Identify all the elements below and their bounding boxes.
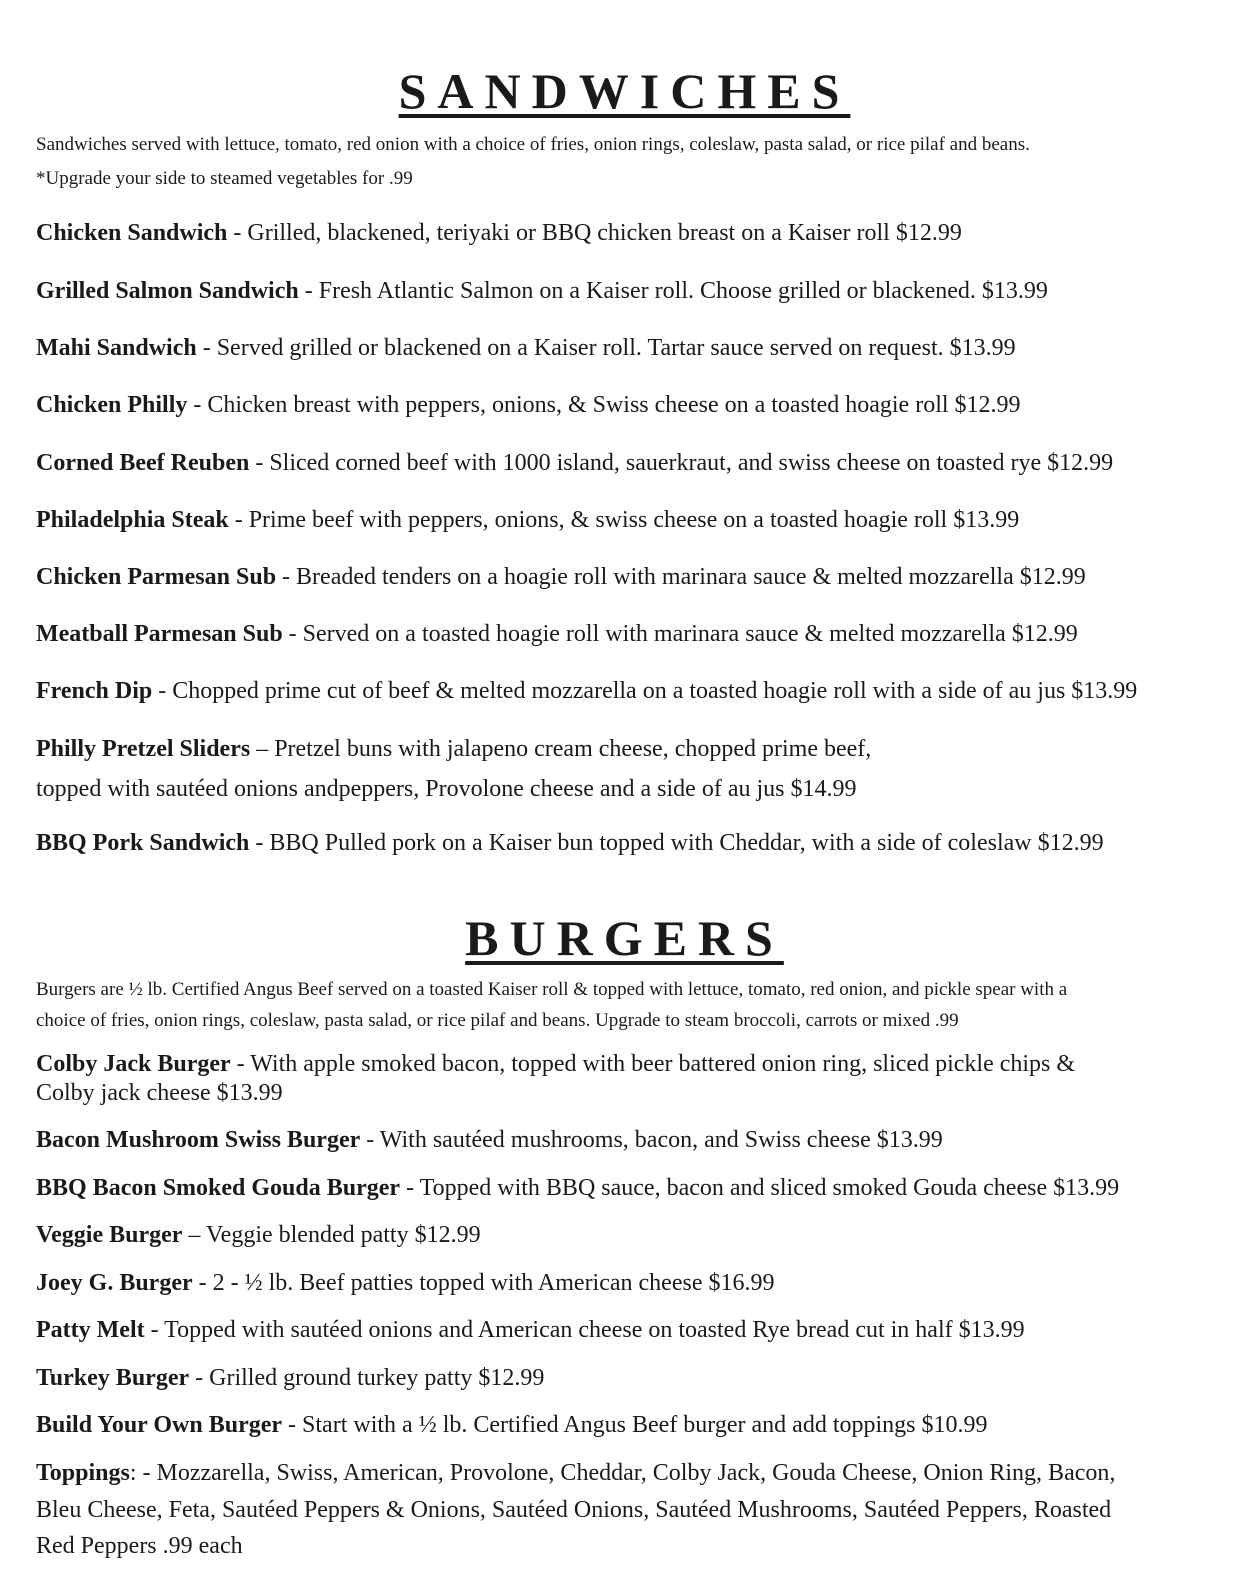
menu-item: [36, 736, 871, 763]
sandwiches-heading: SANDWICHES: [398, 63, 851, 119]
menu-item: [36, 1317, 1025, 1344]
item-description: - BBQ Pulled pork on a Kaiser bun topped with Cheddar, with a side of coleslaw $12.99: [249, 830, 1104, 856]
item-name: Chicken Philly: [36, 392, 188, 418]
burgers-note-line2: choice of fries, onion rings, coleslaw, pasta salad, or rice pilaf and beans. Upgrade to steam broccoli, carrots or mixed .99: [36, 1010, 959, 1031]
item-name: Philly Pretzel Sliders: [36, 736, 251, 762]
item-description: – Pretzel buns with jalapeno cream cheese, chopped prime beef,: [250, 736, 872, 762]
menu-item: [36, 1222, 481, 1249]
menu-item: [36, 1365, 544, 1392]
item-description: - 2 - ½ lb. Beef patties topped with American cheese $16.99: [192, 1270, 775, 1296]
item-description: - Breaded tenders on a hoagie roll with marinara sauce & melted mozzarella $12.99: [276, 564, 1086, 590]
item-description: - Topped with sautéed onions and American cheese on toasted Rye bread cut in half $13.99: [144, 1317, 1025, 1343]
item-name: Colby Jack Burger: [36, 1051, 231, 1077]
item-description: - With apple smoked bacon, topped with beer battered onion ring, sliced pickle chips &: [230, 1051, 1076, 1077]
item-description: - Topped with BBQ sauce, bacon and sliced smoked Gouda cheese $13.99: [400, 1175, 1120, 1201]
item-name: Meatball Parmesan Sub: [36, 621, 283, 647]
menu-item: [36, 1270, 774, 1297]
toppings-line2: Bleu Cheese, Feta, Sautéed Peppers & Onions, Sautéed Onions, Sautéed Mushrooms, Sautéed Peppers, Roasted: [36, 1497, 1112, 1523]
menu-item: [36, 1412, 988, 1439]
menu-item: [36, 507, 1019, 534]
toppings-label: Toppings: [36, 1460, 130, 1486]
menu-item: [36, 678, 1137, 705]
item-description: - Served on a toasted hoagie roll with marinara sauce & melted mozzarella $12.99: [282, 621, 1078, 647]
item-name: Mahi Sandwich: [36, 335, 197, 361]
item-description: - Start with a ½ lb. Certified Angus Beef burger and add toppings $10.99: [282, 1412, 988, 1438]
burgers-heading: BURGERS: [465, 910, 784, 966]
menu-item: [36, 1051, 1075, 1078]
item-description: - Prime beef with peppers, onions, & swiss cheese on a toasted hoagie roll $13.99: [228, 507, 1020, 533]
item-description-continued: Colby jack cheese $13.99: [36, 1080, 283, 1106]
menu-item: [36, 1175, 1119, 1202]
menu-item: [36, 278, 1048, 305]
item-description: - Grilled, blackened, teriyaki or BBQ chicken breast on a Kaiser roll $12.99: [227, 220, 962, 246]
item-description: – Veggie blended patty $12.99: [182, 1222, 481, 1248]
item-description: - Fresh Atlantic Salmon on a Kaiser roll. Choose grilled or blackened. $13.99: [298, 278, 1048, 304]
item-name: BBQ Pork Sandwich: [36, 830, 250, 856]
sandwiches-note-line1: Sandwiches served with lettuce, tomato, red onion with a choice of fries, onion rings, coleslaw, pasta salad, or rice pilaf and beans.: [36, 134, 1030, 155]
burgers-note-line1: Burgers are ½ lb. Certified Angus Beef served on a toasted Kaiser roll & topped with lettuce, tomato, red onion, and pickle spear with a: [36, 979, 1068, 1000]
item-name: Chicken Parmesan Sub: [36, 564, 277, 590]
item-description: - Sliced corned beef with 1000 island, sauerkraut, and swiss cheese on toasted rye $12.99: [249, 450, 1114, 476]
item-name: Turkey Burger: [36, 1365, 190, 1391]
item-description: - With sautéed mushrooms, bacon, and Swiss cheese $13.99: [360, 1127, 943, 1153]
item-name: Joey G. Burger: [36, 1270, 193, 1296]
item-description: - Grilled ground turkey patty $12.99: [189, 1365, 545, 1391]
menu-item: [36, 392, 1021, 419]
item-name: BBQ Bacon Smoked Gouda Burger: [36, 1175, 401, 1201]
menu-item: [36, 830, 1104, 857]
item-description: - Served grilled or blackened on a Kaiser roll. Tartar sauce served on request. $13.99: [196, 335, 1016, 361]
item-name: Corned Beef Reuben: [36, 450, 250, 476]
menu-item: [36, 450, 1113, 477]
toppings-line3: Red Peppers .99 each: [36, 1533, 243, 1559]
item-name: Grilled Salmon Sandwich: [36, 278, 299, 304]
item-description-continued: topped with sautéed onions andpeppers, Provolone cheese and a side of au jus $14.99: [36, 776, 857, 802]
item-description: - Chicken breast with peppers, onions, & Swiss cheese on a toasted hoagie roll $12.99: [187, 392, 1021, 418]
sandwiches-note-line2: *Upgrade your side to steamed vegetables for .99: [36, 168, 413, 189]
item-name: Veggie Burger: [36, 1222, 183, 1248]
toppings-line1: Toppings: - Mozzarella, Swiss, American, Provolone, Cheddar, Colby Jack, Gouda Cheese, Onion Ring, Bacon,: [36, 1460, 1116, 1486]
item-name: French Dip: [36, 678, 153, 704]
item-name: Bacon Mushroom Swiss Burger: [36, 1127, 361, 1153]
menu-item: [36, 335, 1016, 362]
item-name: Philadelphia Steak: [36, 507, 229, 533]
item-name: Patty Melt: [36, 1317, 145, 1343]
item-name: Chicken Sandwich: [36, 220, 228, 246]
menu-item: [36, 564, 1086, 591]
menu-item: [36, 621, 1078, 648]
menu-item: [36, 1127, 943, 1154]
menu-item: [36, 220, 962, 247]
item-description: - Chopped prime cut of beef & melted mozzarella on a toasted hoagie roll with a side of au jus $13.99: [152, 678, 1138, 704]
item-name: Build Your Own Burger: [36, 1412, 283, 1438]
